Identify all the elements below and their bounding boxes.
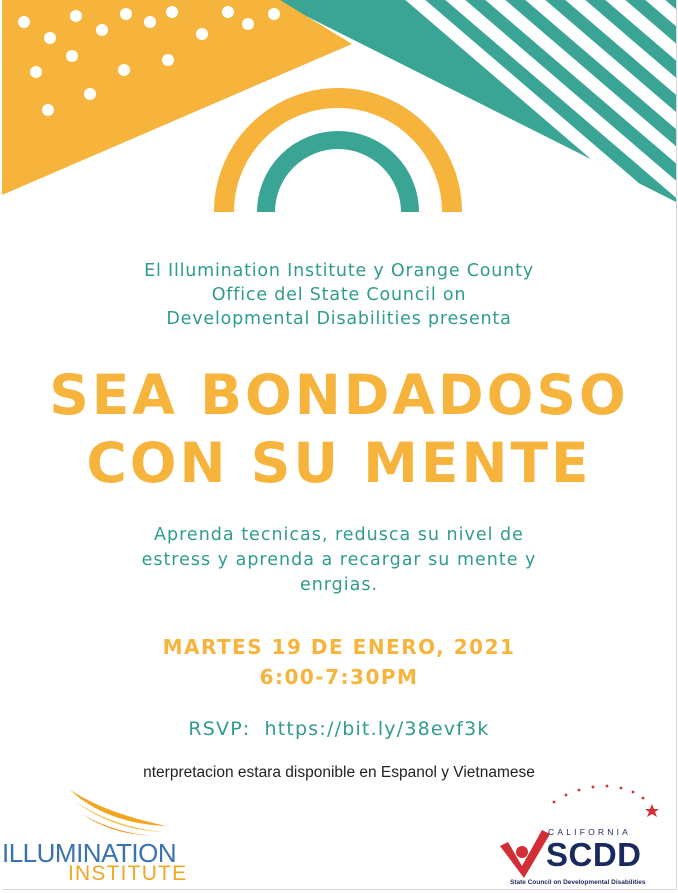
intro-line: Office del State Council on [211,285,467,305]
event-time: 6:00-7:30PM [259,665,419,689]
illumination-wordmark: ILLUMINATION [2,838,177,868]
intro-line: Developmental Disabilities presenta [166,309,512,329]
swoosh-icon [62,788,172,838]
intro-text [2,259,676,331]
scdd-logo [496,780,672,889]
event-datetime [2,632,676,692]
event-date: MARTES 19 DE ENERO, 2021 [162,635,516,659]
interpretation-note: nterpretacion estara disponible en Espanol y Vietnamese [143,764,535,781]
flyer-page [2,0,677,890]
header-decoration [2,0,676,240]
rsvp-label: RSVP: [188,718,251,740]
title-line-2: CON SU MENTE [86,431,592,495]
description-line: enrgias. [299,575,379,595]
title-line-1: SEA BONDADOSO [49,363,629,427]
rsvp-line [2,715,676,743]
illumination-institute-logo [2,788,232,888]
institute-wordmark: INSTITUTE [68,862,188,885]
intro-line: El Illumination Institute y Orange County [144,261,534,281]
rsvp-link[interactable]: https://bit.ly/38evf3k [264,718,490,740]
scdd-state: CALIFORNIA [548,827,632,837]
description [2,523,676,598]
description-line: estress y aprenda a recargar su mente y [141,550,537,570]
scdd-tagline: State Council on Developmental Disabilities [510,879,646,886]
description-line: Aprenda tecnicas, redusca su nivel de [154,525,524,545]
scdd-acronym: SCDD [546,836,642,873]
rainbow-arch-icon [224,98,452,212]
